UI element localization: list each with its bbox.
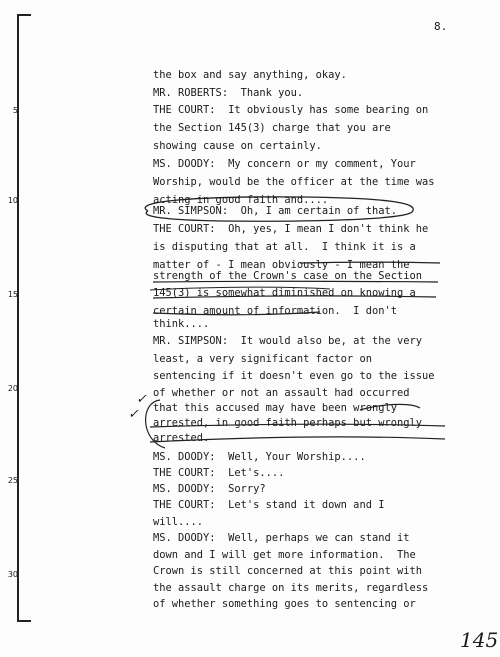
line-number-10: 10 [7, 196, 18, 205]
transcript-line: sentencing if it doesn't even go to the issue [153, 370, 435, 382]
transcript-line: MR. ROBERTS: Thank you. [153, 87, 304, 99]
transcript-line: arrested, in good faith perhaps but wrongly [153, 417, 422, 429]
line-number-5: 5 [12, 106, 18, 115]
underline-mark [150, 424, 445, 427]
page-number: 8. [434, 20, 448, 33]
transcript-line: THE COURT: Oh, yes, I mean I don't think he [153, 223, 429, 235]
transcript-line: of whether something goes to sentencing or [153, 598, 416, 610]
underline-mark [150, 287, 330, 290]
transcript-line: certain amount of information. I don't [153, 305, 397, 317]
transcript-line: acting in good faith and.... [153, 194, 329, 206]
transcript-line: the Section 145(3) charge that you are [153, 122, 391, 134]
transcript-line: MS. DOODY: Sorry? [153, 483, 266, 495]
transcript-line: think.... [153, 318, 210, 330]
line-number-30: 30 [7, 570, 18, 579]
transcript-line: THE COURT: It obviously has some bearing on [153, 104, 429, 116]
transcript-line: MR. SIMPSON: It would also be, at the very [153, 335, 422, 347]
transcript-line: matter of - I mean obviously - I mean the [153, 259, 410, 271]
transcript-line: the assault charge on its merits, regardless [153, 582, 429, 594]
underline-mark [153, 281, 438, 282]
transcript-line: strength of the Crown's case on the Section [153, 270, 422, 282]
line-number-25: 25 [7, 476, 18, 485]
line-number-20: 20 [7, 384, 18, 393]
transcript-line: Worship, would be the officer at the time was [153, 176, 435, 188]
transcript-line: least, a very significant factor on [153, 353, 372, 365]
transcript-line: MS. DOODY: Well, Your Worship.... [153, 451, 366, 463]
circle-mark [145, 197, 413, 221]
transcript-line: showing cause on certainly. [153, 140, 322, 152]
underline-mark [153, 296, 436, 298]
transcript-line: THE COURT: Let's stand it down and I [153, 499, 385, 511]
handwritten-page-number: 145 [460, 628, 499, 652]
underline-mark [360, 404, 420, 410]
transcript-line: will.... [153, 516, 204, 528]
underline-mark [150, 437, 445, 442]
transcript-line: of whether or not an assault had occurred [153, 387, 410, 399]
bracket-mark [146, 400, 165, 448]
transcript-line: Crown is still concerned at this point with [153, 565, 422, 577]
line-number-15: 15 [7, 290, 18, 299]
transcript-line: THE COURT: Let's.... [153, 467, 285, 479]
transcript-line: is disputing that at all. I think it is a [153, 241, 416, 253]
transcript-line: that this accused may have been wrongly [153, 402, 397, 414]
checkmark: ✓ [128, 407, 139, 422]
transcript-line: down and I will get more information. The [153, 549, 416, 561]
underline-mark [300, 262, 440, 263]
transcript-line: MS. DOODY: Well, perhaps we can stand it [153, 532, 410, 544]
transcript-line: the box and say anything, okay. [153, 69, 347, 81]
transcript-line: arrested. [153, 432, 210, 444]
transcript-line: MS. DOODY: My concern or my comment, Your [153, 158, 416, 170]
underline-mark [153, 312, 320, 315]
checkmark: ✓ [136, 392, 147, 407]
transcript-line: 145(3) is somewhat diminished on knowing a [153, 287, 416, 299]
transcript-line: MR. SIMPSON: Oh, I am certain of that. [153, 205, 397, 217]
